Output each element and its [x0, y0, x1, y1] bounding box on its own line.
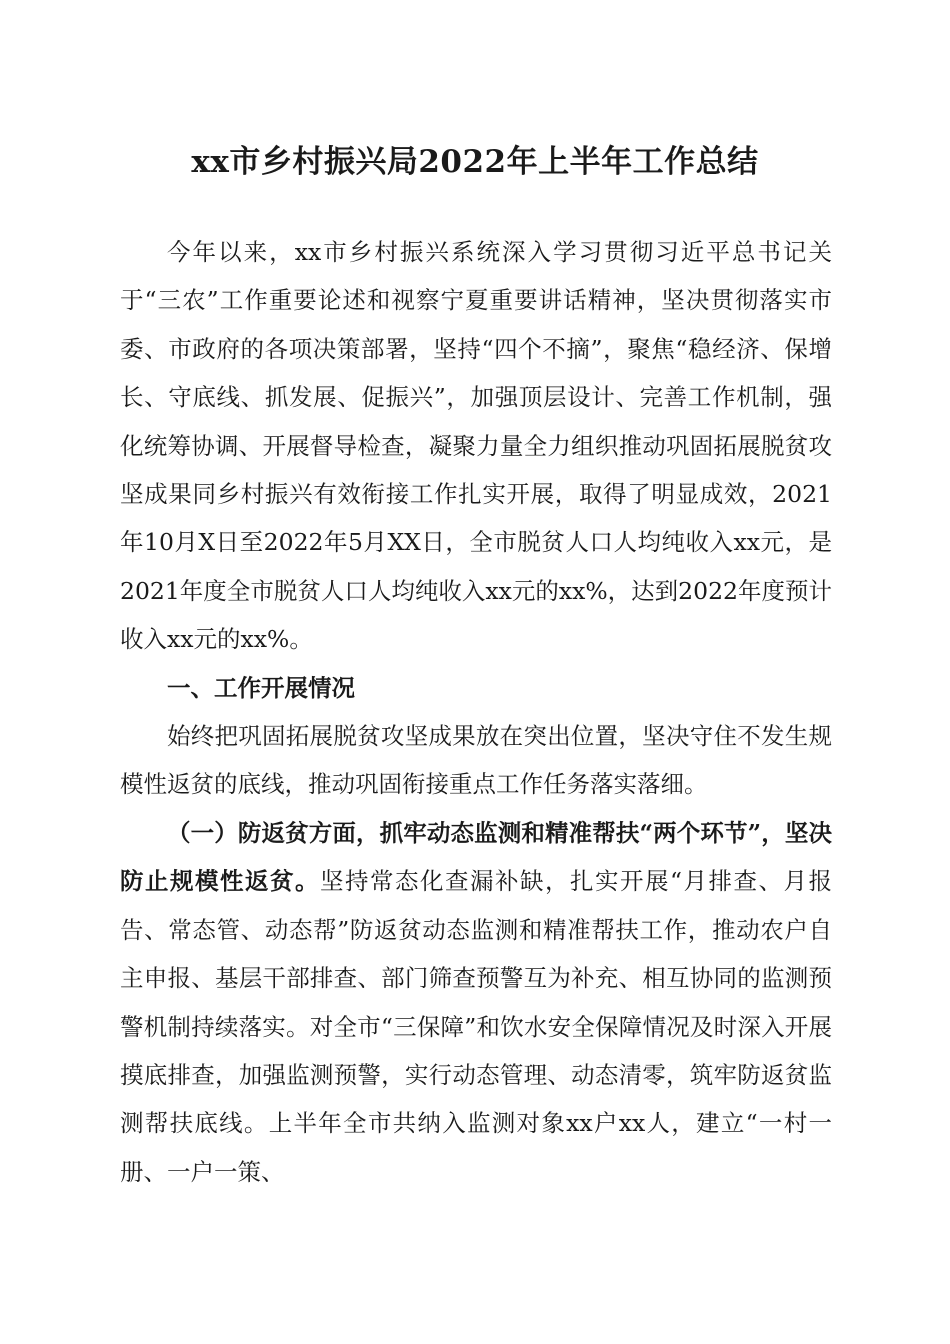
section-paragraph: 始终把巩固拓展脱贫攻坚成果放在突出位置，坚决守住不发生规模性返贫的底线，推动巩固衔接重点工作任务落实落细。 [120, 722, 832, 799]
document-body [120, 228, 832, 1196]
section-heading-work-progress [120, 664, 832, 712]
intro-paragraph: 今年以来，xx市乡村振兴系统深入学习贯彻习近平总书记关于“三农”工作重要论述和视察宁夏重要讲话精神，坚决贯彻落实市委、市政府的各项决策部署，坚持“四个不摘”，聚焦“稳经济、保增长、守底线、抓发展、促振兴”，加强顶层设计、完善工作机制，强化统筹协调、开展督导检查，凝聚力量全力组织推动巩固拓展脱贫攻坚成果同乡村振兴有效衔接工作扎实开展，取得了明显成效，2021年10月X日至2022年5月XX日，全市脱贫人口人均纯收入xx元，是2021年度全市脱贫人口人均纯收入xx元的xx%，达到2022年度预计收入xx元的xx%。 [120, 238, 832, 654]
section-heading-text: 一、工作开展情况 [167, 673, 355, 702]
subsection-heading: （一）防返贫方面，抓牢动态监测和精准帮扶“两个环节”，坚决防止规模性返贫。 [120, 818, 832, 896]
subsection-paragraph [120, 809, 832, 1196]
document-title: xx市乡村振兴局2022年上半年工作总结 [191, 144, 759, 180]
subsection-text: 坚持常态化查漏补缺，扎实开展“月排查、月报告、常态管、动态帮”防返贫动态监测和精准帮扶工作，推动农户自主申报、基层干部排查、部门筛查预警互为补充、相互协同的监测预警机制持续落实。对全市“三保障”和饮水安全保障情况及时深入开展摸底排查，加强监测预警，实行动态管理、动态清零，筑牢防返贫监测帮扶底线。上半年全市共纳入监测对象xx户xx人，建立“一村一册、一户一策、 [120, 867, 833, 1186]
